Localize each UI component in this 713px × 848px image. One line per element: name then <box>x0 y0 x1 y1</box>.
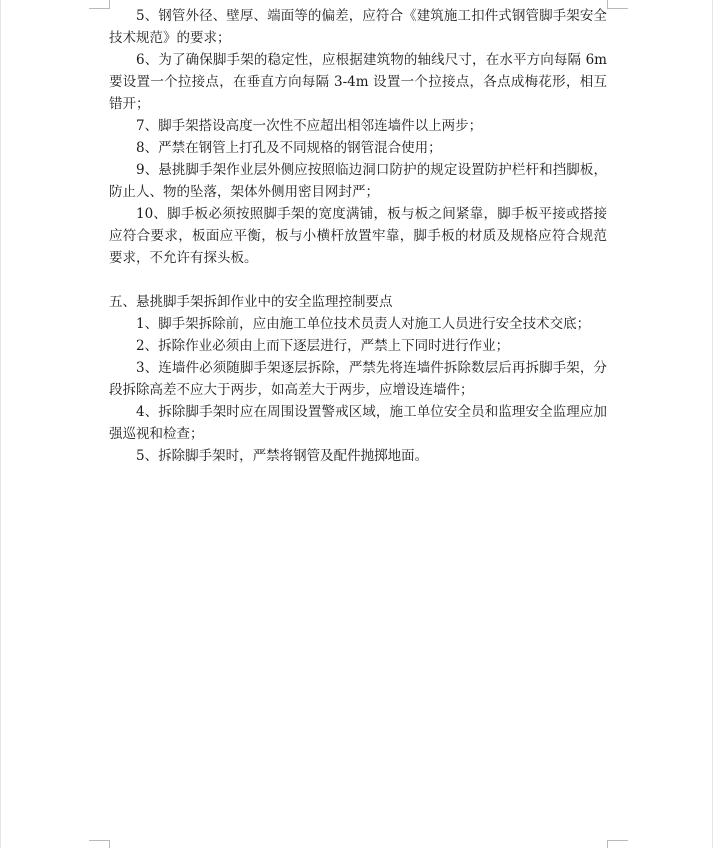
crop-mark-top-right <box>607 0 628 9</box>
paragraph-item-10: 10、脚手板必须按照脚手架的宽度满铺，板与板之间紧靠，脚手板平接或搭接应符合要求，板面应平衡，板与小横杆放置牢靠，脚手板的材质及规格应符合规范要求，不允许有探头板。 <box>109 206 607 266</box>
paragraph-item-6: 6、为了确保脚手架的稳定性，应根据建筑物的轴线尺寸，在水平方向每隔 6m 要设置一个拉接点，在垂直方向每隔 3-4m 设置一个拉接点，各点成梅花形，相互错开； <box>109 52 607 112</box>
paragraph-item-7: 7、脚手架搭设高度一次性不应超出相邻连墙件以上两步； <box>136 118 483 134</box>
paragraph-spacer <box>109 269 607 291</box>
paragraph-item-9: 9、悬挑脚手架作业层外侧应按照临边洞口防护的规定设置防护栏杆和挡脚板，防止人、物的坠落，架体外侧用密目网封严； <box>109 162 607 200</box>
section-heading: 五、悬挑脚手架拆卸作业中的安全监理控制要点 <box>109 294 393 310</box>
section-item-4: 4、拆除脚手架时应在周围设置警戒区域，施工单位安全员和监理安全监理应加强巡视和检查； <box>109 404 607 442</box>
section-item-2: 2、拆除作业必须由上而下逐层进行，严禁上下同时进行作业； <box>136 338 510 354</box>
crop-mark-bottom-right <box>607 840 628 848</box>
section-item-3: 3、连墙件必须随脚手架逐层拆除，严禁先将连墙件拆除数层后再拆脚手架，分段拆除高差不应大于两步，如高差大于两步，应增设连墙件； <box>109 360 607 398</box>
crop-mark-bottom-left <box>89 840 110 848</box>
paragraph-item-8: 8、严禁在钢管上打孔及不同规格的钢管混合使用； <box>136 140 442 156</box>
crop-mark-top-left <box>89 0 110 9</box>
document-body <box>109 5 607 467</box>
section-item-1: 1、脚手架拆除前，应由施工单位技术员责人对施工人员进行安全技术交底； <box>136 316 591 332</box>
section-item-5: 5、拆除脚手架时，严禁将钢管及配件抛掷地面。 <box>136 448 429 464</box>
paragraph-item-5: 5、钢管外径、壁厚、端面等的偏差，应符合《建筑施工扣件式钢管脚手架安全技术规范》的要求； <box>109 8 607 46</box>
